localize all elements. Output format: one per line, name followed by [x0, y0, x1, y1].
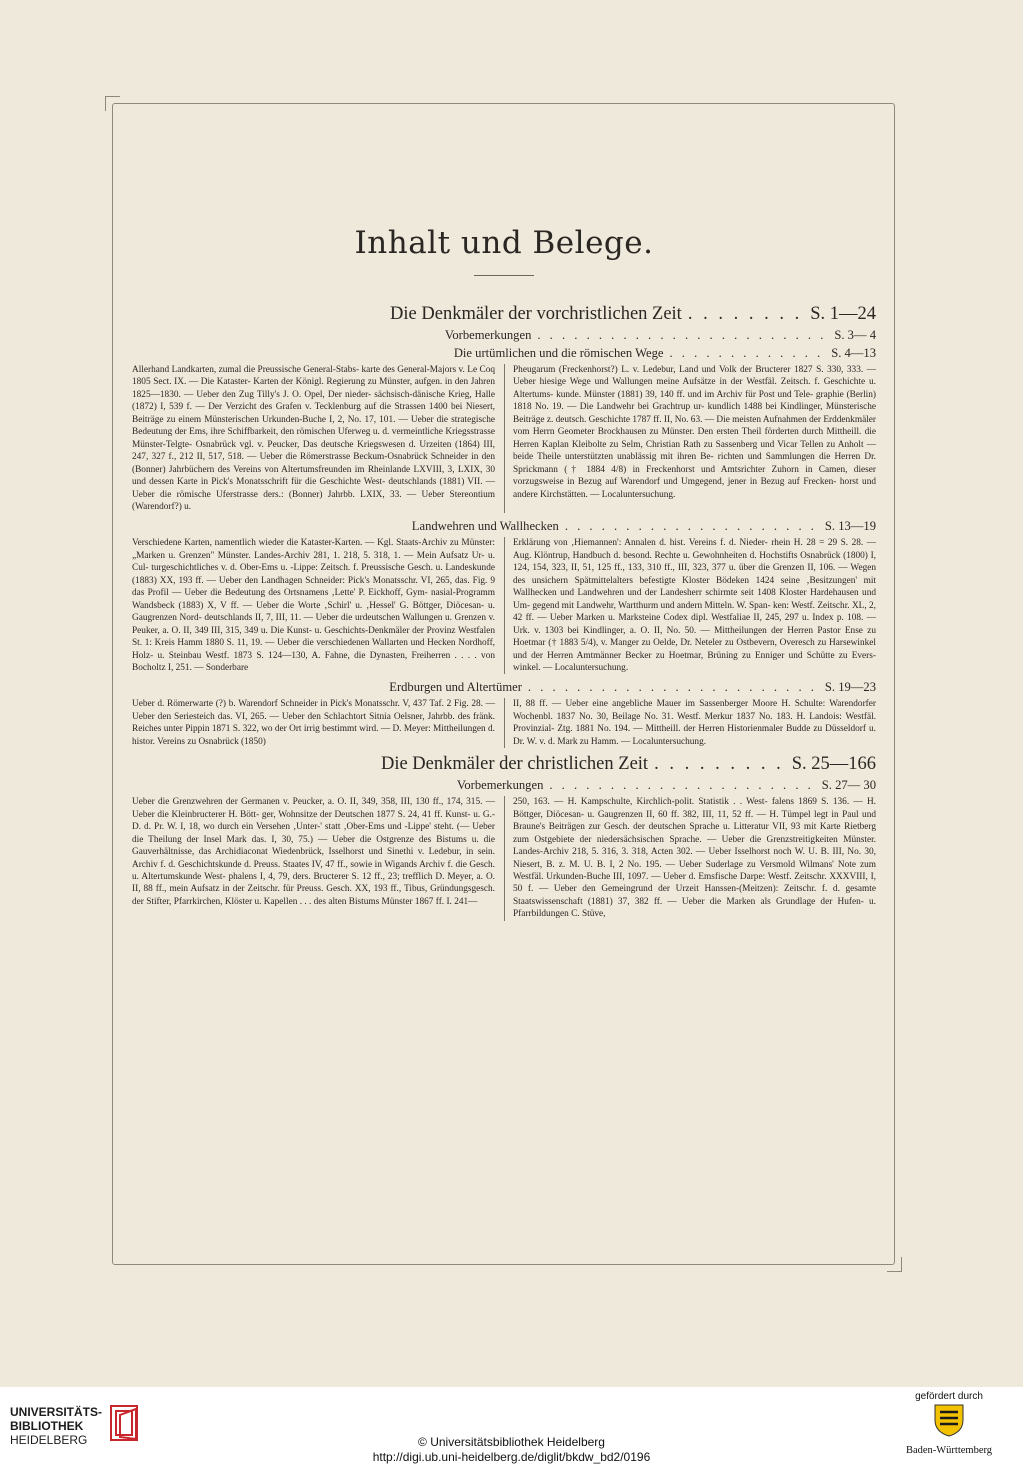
- references-right-column: Erklärung von ‚Hiemannen': Annalen d. hist. Vereins f. d. Nieder- rhein H. 28 = 29 S. 28. — Aug. Klöntrup, Handbuch d. besond. Rechte u. Gewohnheiten d. Hochstifts Osnabrück (1800) I, 124, 154, 323, II, 51, 125 ff., 133, 310 ff., III, 323, 377 u. über die Grenzen II, 106. — Wegen des unsichern Spätmittelalters befestigte Kloster Bödeken 1424 seine ‚Besitzungen' mit Wallhecken und Landwehren und der Landesherr schirmte seit 1408 Kloster Hardehausen und Um- gegend mit Landwehr, Wartthurm und andern Mitteln. W. Span- ken: Westf. Zeitschr. XL, 2, 42 ff. — Ueber Marken u. Marksteine Codex dipl. Westfaliae II, 245, 297 u. Index p. 108. — Urk. v. 1303 bei Kindlinger, a. O. II, No. 50. — Mittheilungen der Herren Pastor Ense zu Hoetmar († 1883 5/4), v. Manger zu Oelde, Dr. Neteler zu Ostbevern, Overesch zu Harsewinkel und der Herren Amtmänner Becker zu Hoetmar, Brüning zu Enniger und Schütte zu Evers- winkel. — Localuntersuchung.: [513, 538, 876, 673]
- references-landwehren: [132, 537, 876, 674]
- section-label: Die Denkmäler der vorchristlichen Zeit: [390, 304, 682, 324]
- dot-leader: . . . . . . . . . . . . . . . . . . . . .: [564, 519, 817, 534]
- title-rule: [474, 275, 534, 276]
- entry-heading-wege: [132, 344, 876, 362]
- copyright-notice: [0, 1435, 1023, 1465]
- page-range: S. 25—166: [791, 754, 876, 775]
- copyright-text: © Universitätsbibliothek Heidelberg: [418, 1435, 605, 1449]
- references-wege: [132, 364, 876, 513]
- references-right-column: 250, 163. — H. Kampschulte, Kirchlich-polit. Statistik . . West- falens 1869 S. 136. — H. Böttger, Diöcesan- u. Gaugrenzen II, 60 ff. 382, III, 11, 52 ff. — H. Tümpel legt in Paul und Braune's Beiträgen zur Gesch. der deutschen Sprache u. Litteratur VII, 93 mit Karte Rietberg zum Ostgebiete der niedersächsischen Sprache. — Ueber die Grenzstreitigkeiten Münster. Landes-Archiv 218, 5. 316, 3. 318, Acten 302. — Ueber Isselhorst noch W. U. B. III, No. 30, Niesert, B. z. M. U. B. I, 2 No. 195. — Ueber Suderlage zu Versmold Wilmans' Note zum Westfäl. Urkunden-Buche III, 1097. — Ueber d. Emsfische Darpe: Westf. Zeitschr. XXXVIII, I, 50 f. — Ueber den Gemeingrund der Urzeit Hanssen-(Meitzen): Zeitschr. f. d. gesamte Staatswissenschaft (1881) 37, 382 ff. — Ueber die Marken als Grundlage der Hufen- u. Pfarrbildungen C. Stüve,: [513, 797, 876, 920]
- page-range: S. 3— 4: [834, 328, 876, 342]
- entry-heading-landwehren: [132, 517, 876, 535]
- entry-label: Die urtümlichen und die römischen Wege: [453, 346, 664, 360]
- references-left-column: Allerhand Landkarten, zumal die Preussische General-Stabs- karte des General-Majors v. Le Coq 1805 Sect. IX. — Die Kataster- Karten der Königl. Regierung zu Münster, aufgen. in den Jahren 1825—1830. — Ueber den Zug Tilly's J. O. Opel, Der nieder- sächsisch-dänische Krieg, Halle (1872) I, 539 f. — Der Verzicht des Grafen v. Tecklenburg auf die Strassen 1400 bei Niesert, Beiträge zu einem Münsterischen Urkunden-Buche I, 2, No. 17, 101. — Ueber die strategische Bedeutung der Ems, ihre Schiffbarkeit, den römischen Uferweg u. d. vermeintliche Kriegsstrasse Münster-Telgte- Osnabrück vgl. v. Peucker, Das deutsche Kriegswesen d. Urzeiten (1864) III, 247, 327 f., 212 II, 517, 518. — Ueber die Römerstrasse Beckum-Osnabrück Schneider in den (Bonner) Jahrbüchern des Vereins von Altertumsfreunden im Rheinlande LXVIII, 3, LXIX, 30 und dessen Karte in Pick's Monatsschrift für die Geschichte West- deutschlands (1881) VII. — Ueber die römische Uferstrasse ders.: (Bonner) Jahrbb. LXIX, 33. — Ueber Stereontium (Warendorf?) u.: [132, 365, 495, 512]
- section-label: Die Denkmäler der christlichen Zeit: [380, 754, 649, 775]
- entry-heading-vorbemerkungen-1: [132, 326, 876, 344]
- dot-leader: . . . . . . . . . . . . . . . . . . . . . . . .: [527, 680, 817, 695]
- library-name-line: BIBLIOTHEK: [10, 1419, 84, 1433]
- entry-heading-vorbemerkungen-2: [132, 776, 876, 794]
- references-vorbemerkungen-2: [132, 796, 876, 921]
- dot-leader: . . . . . . . . . . . . . . . . . . . . . .: [549, 778, 814, 793]
- references-right-column: Pheugarum (Freckenhorst?) L. v. Ledebur, Land und Volk der Bructerer 1827 S. 330, 333. — Ueber hiesige Wege und Wallungen meine Aufsätze in der Westfäl. Zeitsch. f. Geschichte u. Altertums- kunde. Münster (1881) 39, 140 ff. und im Archiv für Post und Tele- graphie (Berlin) 1818 No. 19. — Die Landwehr bei Grachtrup ur- kundlich 1488 bei Kindlinger, Münsterische Beiträge z. deutsch. Geschichte 1787 ff. II, No. 63. — Die meisten Aufnahmen der Erddenkmäler vom Herrn Geometer Brockhausen zu Münster. Den ersten Theil förderten durch Mittheill. die Herren Kaplan Kleibolte zu Selm, Christian Rath zu Sassenberg und Vicar Tellen zu Anholt — beide Theile unterstützten unablässig mit ihren Be- richten und Sammlungen die Herren Dr. Sprickmann († 1884 4/8) in Freckenhorst und Amtsrichter Zuhorn in Camen, dieser vorzugsweise in Bezug auf Warendorf und Umgegend, jener in Bezug auf Frecken- horst und andere Kirchstätten. — Localuntersuchung.: [513, 365, 876, 500]
- library-name-line: UNIVERSITÄTS-: [10, 1405, 103, 1419]
- entry-label: Vorbemerkungen: [444, 328, 532, 342]
- entry-label: Erdburgen und Altertümer: [389, 680, 522, 695]
- state-coat-of-arms-icon: [929, 1402, 969, 1438]
- dot-leader: . . . . . . . . . . . . .: [669, 346, 824, 360]
- references-right-column: II, 88 ff. — Ueber eine angebliche Mauer im Sassenberger Moore H. Schulte: Warendorfer Wochenbl. 1837 No. 30, Beilage No. 31. Westf. Merkur 1837 No. 183. H. Landois: Westfäl. Provinzial- Ztg. 1881 No. 194. — Mittheill. der Herren Historienmaler Budde zu Düsseldorf u. Dr. W. v. d. Mark zu Hamm. — Localuntersuchung.: [513, 699, 876, 747]
- viewer-footer: [0, 1387, 1023, 1465]
- references-erdburgen: [132, 698, 876, 748]
- page-range: S. 4—13: [831, 346, 876, 360]
- entry-heading-erdburgen: [132, 678, 876, 696]
- page-content: [132, 225, 876, 925]
- sponsor-label: gefördert durch: [915, 1391, 983, 1402]
- references-left-column: Verschiedene Karten, namentlich wieder die Kataster-Karten. — Kgl. Staats-Archiv zu Münster: „Marken u. Grenzen" Münster. Landes-Archiv 281, 1. 218, 5. 318, 1. — Mein Aufsatz Ur- u. Cul- turgeschichtliches v. d. Ober-Ems u. -Lippe: Zeitsch. f. Preussische Gesch. u. Landeskunde (1883) XX, 193 ff. — Ueber den Landhagen Schneider: Pick's Monatsschr. VI, 265, das. Fig. 9 das Profil — Ueber die Bedeutung des Ortsnamens ‚Lette' P. Eickhoff, Gym- nasial-Programm Wandsbeck (1883) X, V ff. — Ueber die Worte ‚Schirl' u. ‚Hessel' G. Böttger, Diöcesan- u. Gaugrenzen Nord- deutschlands II, 7, III, 11. — Ueber die urdeutschen Wallungen u. Grenzen v. Peuker, a. O. II, 349 III, 315, 349 u. Die Kunst- u. Geschichts-Denkmäler der Provinz Westfalen St. 1: Kreis Hamm 1880 S. 11, 19. — Ueber die verschiedenen Wallarten und Hecken Nordhoff, Holz- u. Steinbau Westf. 1873 S. 124—130, A. Fahne, die Dynasten, Freiherren . . . . von Bocholtz I, 251. — Sonderbare: [132, 538, 495, 673]
- page-range: S. 19—23: [824, 680, 876, 695]
- page-title: Inhalt und Belege.: [354, 225, 654, 261]
- dot-leader: . . . . . . . . .: [654, 754, 784, 775]
- page-range: S. 13—19: [824, 519, 876, 534]
- references-left-column: Ueber die Grenzwehren der Germanen v. Peucker, a. O. II, 349, 358, III, 130 ff., 174, 315. — Ueber die Kleinbructerer H. Bött- ger, Wohnsitze der Deutschen 1877 S. 24, 41 ff. Kunst- u. G.-D. d. Pr. W. I, 18, wo durch ein Versehen ‚Unter-' statt ‚Ober-Ems und -Lippe' steht. (— Ueber die Theilung der Insel Mark das. I, 30, 75.) — Ueber die Ostgrenze des Bistums u. die Gauverhältnisse, das Archidiaconat Wiedenbrück, Isselhorst und Sinethi v. Ledebur, in sein. Archiv f. d. Geschichtskunde d. Preuss. Staates IV, 47 ff., sowie in Wigands Archiv f. die Gesch. u. Altertumskunde West- phalens I, 4, 79, ders. Bructerer S. 12 ff., 23; trefflich D. Meyer, a. O. II, 88 ff., mein Aufsatz in der Zeitschr. für Preuss. Gesch. XX, 193 ff., Tibus, Gründungsgesch. der Stifter, Pfarrkirchen, Klöster u. Kapellen . . . des alten Bistums Münster 1867 ff. I. 241—: [132, 797, 495, 907]
- page-range: S. 1—24: [810, 304, 876, 324]
- page-range: S. 27— 30: [821, 778, 876, 793]
- sponsor-block: [889, 1391, 1009, 1456]
- permalink[interactable]: http://digi.ub.uni-heidelberg.de/diglit/bkdw_bd2/0196: [372, 1450, 651, 1464]
- entry-label: Landwehren und Wallhecken: [411, 519, 559, 534]
- dot-leader: . . . . . . . .: [687, 304, 803, 324]
- section-heading-vorchristlich: [132, 302, 876, 326]
- section-heading-christlich: [132, 752, 876, 776]
- dot-leader: . . . . . . . . . . . . . . . . . . . . . . . .: [537, 328, 827, 342]
- entry-label: Vorbemerkungen: [456, 778, 544, 793]
- references-left-column: Ueber d. Römerwarte (?) b. Warendorf Schneider in Pick's Monatsschr. V, 437 Taf. 2 Fig. 28. — Ueber den Seriesteich das. VI, 265. — Ueber den Schlachtort Sitnia Oelsner, Jahrbb. des fränk. Reiches unter Pippin 1871 S. 322, wo der Ort irrig bestimmt wird. — D. Meyer: Mittheilungen d. histor. Vereins zu Osnabrück (1850): [132, 699, 495, 747]
- sponsor-name: Baden-Württemberg: [905, 1445, 993, 1456]
- library-name-line: HEIDELBERG: [10, 1433, 88, 1447]
